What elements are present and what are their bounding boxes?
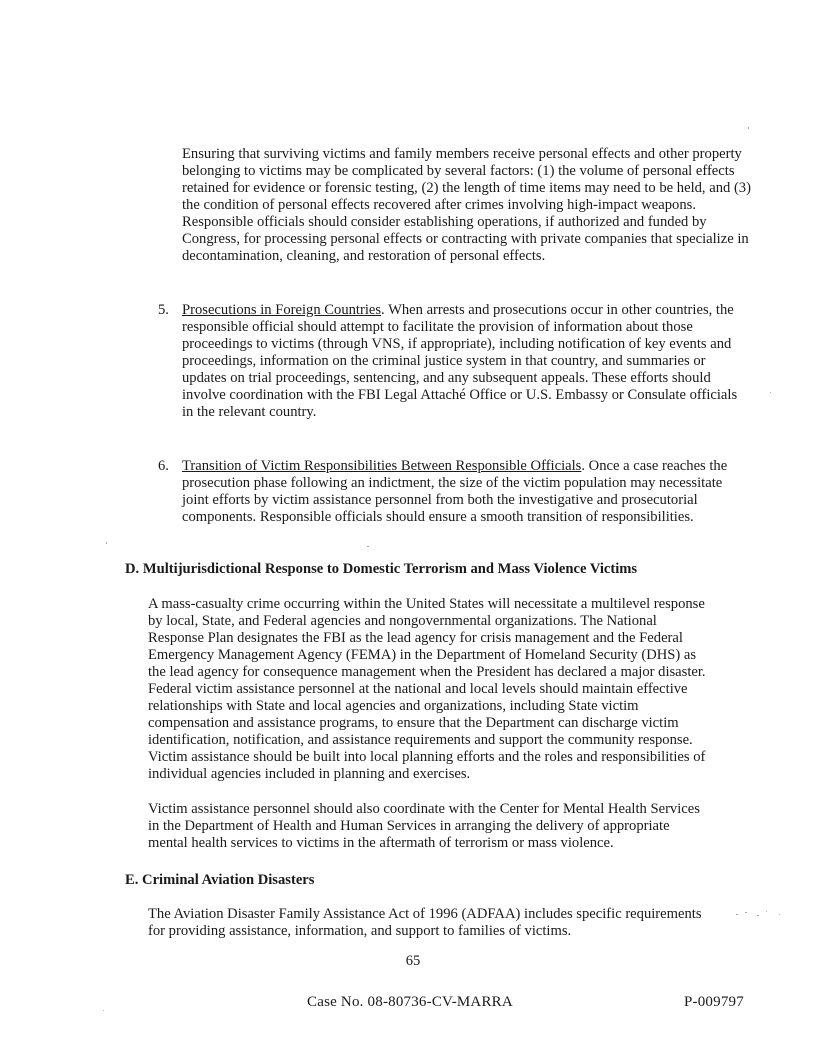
scan-speck bbox=[736, 914, 738, 915]
list-item-title: Transition of Victim Responsibilities Between Responsible Officials bbox=[182, 458, 582, 474]
scan-speck bbox=[103, 1010, 104, 1011]
list-item-number: 5. bbox=[158, 302, 169, 318]
scan-speck bbox=[745, 912, 747, 913]
list-item-body bbox=[182, 458, 748, 526]
section-d-paragraph-1: A mass-casualty crime occurring within the United States will necessitate a multilevel response by local, State, and Federal agencies and nongovernmental organizations. The National Response Plan designates the FBI as the lead agency for crisis management and the Federal Emergency Management Agency (FEMA) in the Department of Homeland Security (DHS) as the lead agency for consequence management when the President has declared a major disaster. Federal victim assistance personnel at the national and local levels should maintain effective relationships with State and local agencies and organizations, including State victim compensation and assistance programs, to ensure that the Department can discharge victim identification, notification, and assistance requirements and support the community response. Victim assistance should be built into local planning efforts and the roles and responsibilities of individual agencies included in planning and exercises. bbox=[148, 596, 706, 782]
footer-case-number: Case No. 08-80736-CV-MARRA bbox=[307, 994, 513, 1010]
scan-speck bbox=[106, 542, 107, 544]
scan-speck bbox=[766, 911, 767, 912]
page-number: 65 bbox=[405, 953, 421, 969]
section-d-heading: D. Multijurisdictional Response to Domestic Terrorism and Mass Violence Victims bbox=[125, 561, 638, 577]
scan-speck bbox=[779, 914, 780, 915]
list-item-body bbox=[182, 302, 748, 421]
list-item-title: Prosecutions in Foreign Countries bbox=[182, 302, 382, 318]
scan-speck bbox=[757, 915, 759, 916]
scan-speck bbox=[770, 392, 771, 393]
scan-speck bbox=[748, 127, 749, 129]
list-item-text: . Once a case reaches the prosecution phase following an indictment, the size of the victim population may necessitate joint efforts by victim assistance personnel from both the investigative and prosecutorial components. Responsible officials should ensure a smooth transition of responsibilities. bbox=[182, 458, 728, 525]
intro-paragraph: Ensuring that surviving victims and family members receive personal effects and other property belonging to victims may be complicated by several factors: (1) the volume of personal effects retained for evidence or forensic testing, (2) the length of time items may need to be held, and (3) the condition of personal effects recovered after crimes involving high-impact weapons. Responsible officials should consider establishing operations, if authorized and funded by Congress, for processing personal effects or contracting with private companies that specialize in decontamination, cleaning, and restoration of personal effects. bbox=[182, 146, 751, 264]
list-item-number: 6. bbox=[158, 458, 169, 474]
section-e-paragraph-1: The Aviation Disaster Family Assistance Act of 1996 (ADFAA) includes specific requirements for providing assistance, information, and support to families of victims. bbox=[148, 906, 702, 939]
section-e-heading: E. Criminal Aviation Disasters bbox=[125, 872, 315, 888]
section-d-paragraph-2: Victim assistance personnel should also coordinate with the Center for Mental Health Services in the Department of Health and Human Services in arranging the delivery of appropriate mental health services to victims in the aftermath of terrorism or mass violence. bbox=[148, 801, 700, 851]
footer-bates-number: P-009797 bbox=[684, 994, 744, 1010]
list-item-text: . When arrests and prosecutions occur in other countries, the responsible official should attempt to facilitate the provision of information about those proceedings to victims (through VNS, if appropriate), including notification of key events and proceedings, information on the criminal justice system in that country, and summaries or updates on trial proceedings, sentencing, and any subsequent appeals. These efforts should involve coordination with the FBI Legal Attaché Office or U.S. Embassy or Consulate officials in the relevant country. bbox=[182, 302, 738, 420]
scan-speck bbox=[367, 546, 369, 547]
